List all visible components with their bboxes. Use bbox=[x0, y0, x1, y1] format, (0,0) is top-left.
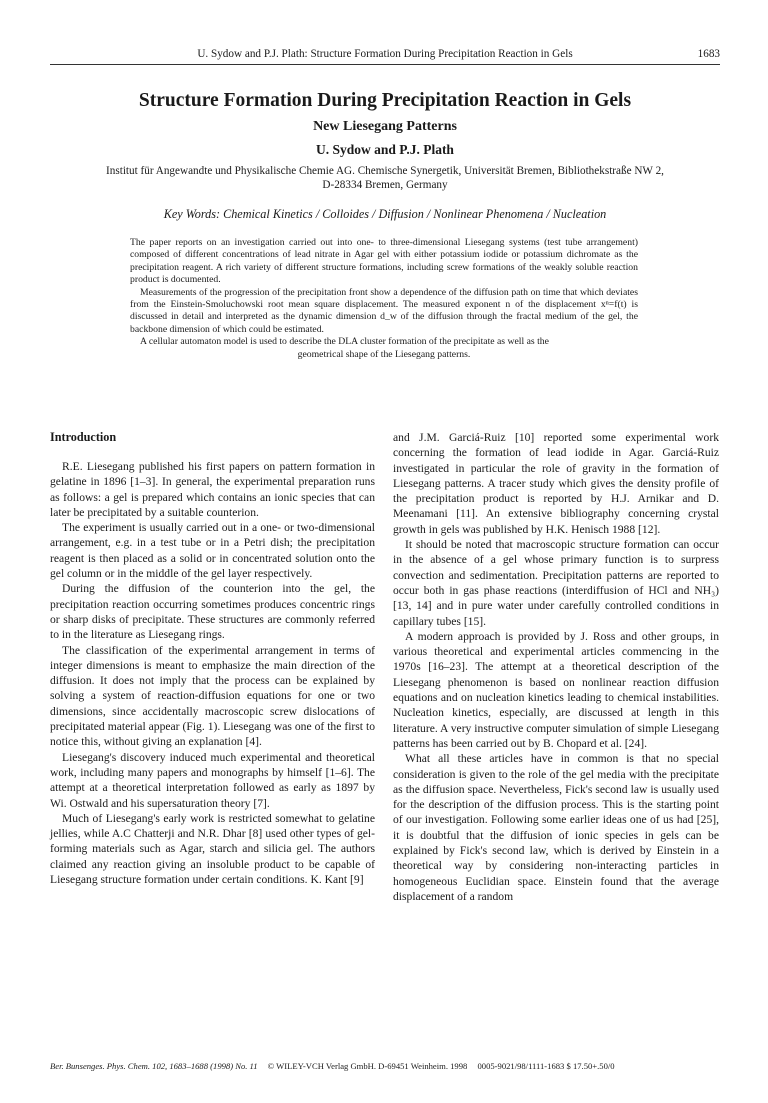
body-columns bbox=[50, 430, 720, 1018]
body-paragraph: During the diffusion of the counterion into the gel, the precipitation reaction occurring sometimes produces concentric rings or sharp disks of precipitate. These structures are commonly referred to in the literature as Liesegang rings. bbox=[50, 582, 375, 642]
affiliation bbox=[50, 164, 720, 192]
footer-code: 0005-9021/98/1111-1683 $ 17.50+.50/0 bbox=[477, 1061, 615, 1071]
footer-publisher: © WILEY-VCH Verlag GmbH. D-69451 Weinheim. 1998 bbox=[267, 1061, 468, 1071]
page-number: 1683 bbox=[697, 48, 720, 60]
left-column bbox=[50, 430, 375, 887]
body-paragraph: Liesegang's discovery induced much experimental and theoretical work, including many papers and monographs by himself [1–6]. The attempt at a theoretical interpretation followed as early as 1897 by Wi. Ostwald and his supersaturation theory [7]. bbox=[50, 750, 375, 810]
right-column bbox=[393, 430, 719, 904]
abstract-paragraph-3a: A cellular automaton model is used to describe the DLA cluster formation of the precipitate as well as the bbox=[140, 336, 549, 348]
body-paragraph: Much of Liesegang's early work is restricted somewhat to gelatine jellies, while A.C Chatterji and N.R. Dhar [8] used other types of gel-forming materials such as Agar, starch and silicia gel. The authors claimed any reaction giving an insoluble product to be capable of Liesegang structure formation under certain conditions. K. Kant [9] bbox=[50, 811, 375, 887]
body-paragraph: A modern approach is provided by J. Ross and other groups, in various theoretical and experimental articles commencing in the 1970s [16–23]. The attempt at a theoretical description of the Liesegang phenomenon is based on nonlinear reaction diffusion equations and on nucleation kinetics leading to chemical instabilities. Nucleation kinetics, especially, are discussed at length in this literature. A very instructive computer simulation of simple Liesegang patterns has been carried out by B. Chopard et al. [24]. bbox=[393, 629, 719, 750]
article-header bbox=[50, 88, 720, 222]
body-paragraph: It should be noted that macroscopic structure formation can occur in the absence of a gel whose primary function is to surpress convection and sedimentation. Precipitation patterns are reported to occur both in gas phase reactions (interdiffusion of HCl and NH₃) [13, 14] and in pure water under carefully controlled conditions in capillary tubes [15]. bbox=[393, 538, 719, 628]
body-paragraph: What all these articles have in common is that no special consideration is given to the role of the gel media with the precipitate as the diffusion space. Nevertheless, Fick's second law is usually used for the description of the diffusion process. This is the starting point of our investigation. Following some earlier ideas one of us had [25], it is doubtful that the diffusion of ionic species in gels can be explained by Fick's second law, which is derived by Einstein in a theoretical way by considering non-interacting particles in homogeneous Euclidian space. Einstein found that the average displacement of a random bbox=[393, 752, 719, 903]
abstract-paragraph-3b: geometrical shape of the Liesegang patterns. bbox=[297, 348, 471, 360]
abstract-paragraph-2: Measurements of the progression of the precipitation front show a dependence of the diffusion path on time that which deviates from the Einstein-Smoluchowski root mean square displacement. The measured exponent n of the displacement xⁿ=f(t) is discussed in detail and interpreted as the dynamic dimension d_w of the diffusion through the fractal medium of the gel, the backbone dimension of which could be estimated. bbox=[130, 286, 638, 335]
keywords: Key Words: Chemical Kinetics / Colloides / Diffusion / Nonlinear Phenomena / Nucleation bbox=[163, 207, 607, 221]
body-paragraph: The experiment is usually carried out in a one- or two-dimensional arrangement, e.g. in a test tube or in a Petri dish; the precipitation reagent is then placed as a solid or in concentrated solution onto the gel column or in the middle of the gel layer respectively. bbox=[50, 521, 375, 581]
abstract-paragraph-1: The paper reports on an investigation carried out into one- to three-dimensional Liesegang systems (test tube arrangement) composed of different concentrations of lead nitrate in Agar gel with either potassium iodide or potassium dichromate as the precipitation reagent. A rich variety of different structure formations, including screw formations of the weakly soluble reaction product is documented. bbox=[130, 237, 638, 286]
affiliation-line-2: D-28334 Bremen, Germany bbox=[322, 179, 448, 191]
article-authors: U. Sydow and P.J. Plath bbox=[316, 142, 454, 157]
article-subtitle: New Liesegang Patterns bbox=[313, 119, 457, 134]
footer-journal-citation: Ber. Bunsenges. Phys. Chem. 102, 1683–1688 (1998) No. 11 bbox=[50, 1061, 258, 1071]
section-heading-introduction: Introduction bbox=[50, 430, 117, 444]
body-paragraph: The classification of the experimental arrangement in terms of integer dimensions is meant to emphasize the main direction of the diffusion. It does not imply that the process can be explained by solving a system of reaction-diffusion equations for one or two dimensions, since accidentally macroscopic screw dislocations of precipitated material appear (Fig. 1). Liesegang was one of the first to notice this, without giving an explanation [4]. bbox=[50, 643, 375, 749]
article-title: Structure Formation During Precipitation Reaction in Gels bbox=[138, 90, 632, 111]
affiliation-line-1: Institut für Angewandte und Physikalische Chemie AG. Chemische Synergetik, Universität Bremen, Bibliothekstraße NW 2, bbox=[106, 165, 664, 177]
page-footer bbox=[50, 1060, 720, 1072]
abstract bbox=[130, 237, 638, 361]
body-paragraph: and J.M. Garciá-Ruiz [10] reported some experimental work concerning the formation of lead iodide in Agar. Garciá-Ruiz investigated in particular the role of gravity in the formation of Liesegang patterns. A tracer study which gives the density profile of the precipitation product is reported by H.J. Arnikar and D. Meenamani [11]. An extensive bibliography concerning crystal growth in gels was published by H.K. Henisch 1988 [12]. bbox=[393, 431, 719, 536]
running-head-title: U. Sydow and P.J. Plath: Structure Formation During Precipitation Reaction in Gels bbox=[197, 48, 573, 60]
running-head bbox=[50, 44, 720, 65]
body-paragraph: R.E. Liesegang published his first papers on pattern formation in gelatine in 1896 [1–3]. In general, the experimental preparation runs as follows: a gel is prepared which contains an ionic species that can later be precipitated by a suitable counterion. bbox=[50, 460, 375, 519]
